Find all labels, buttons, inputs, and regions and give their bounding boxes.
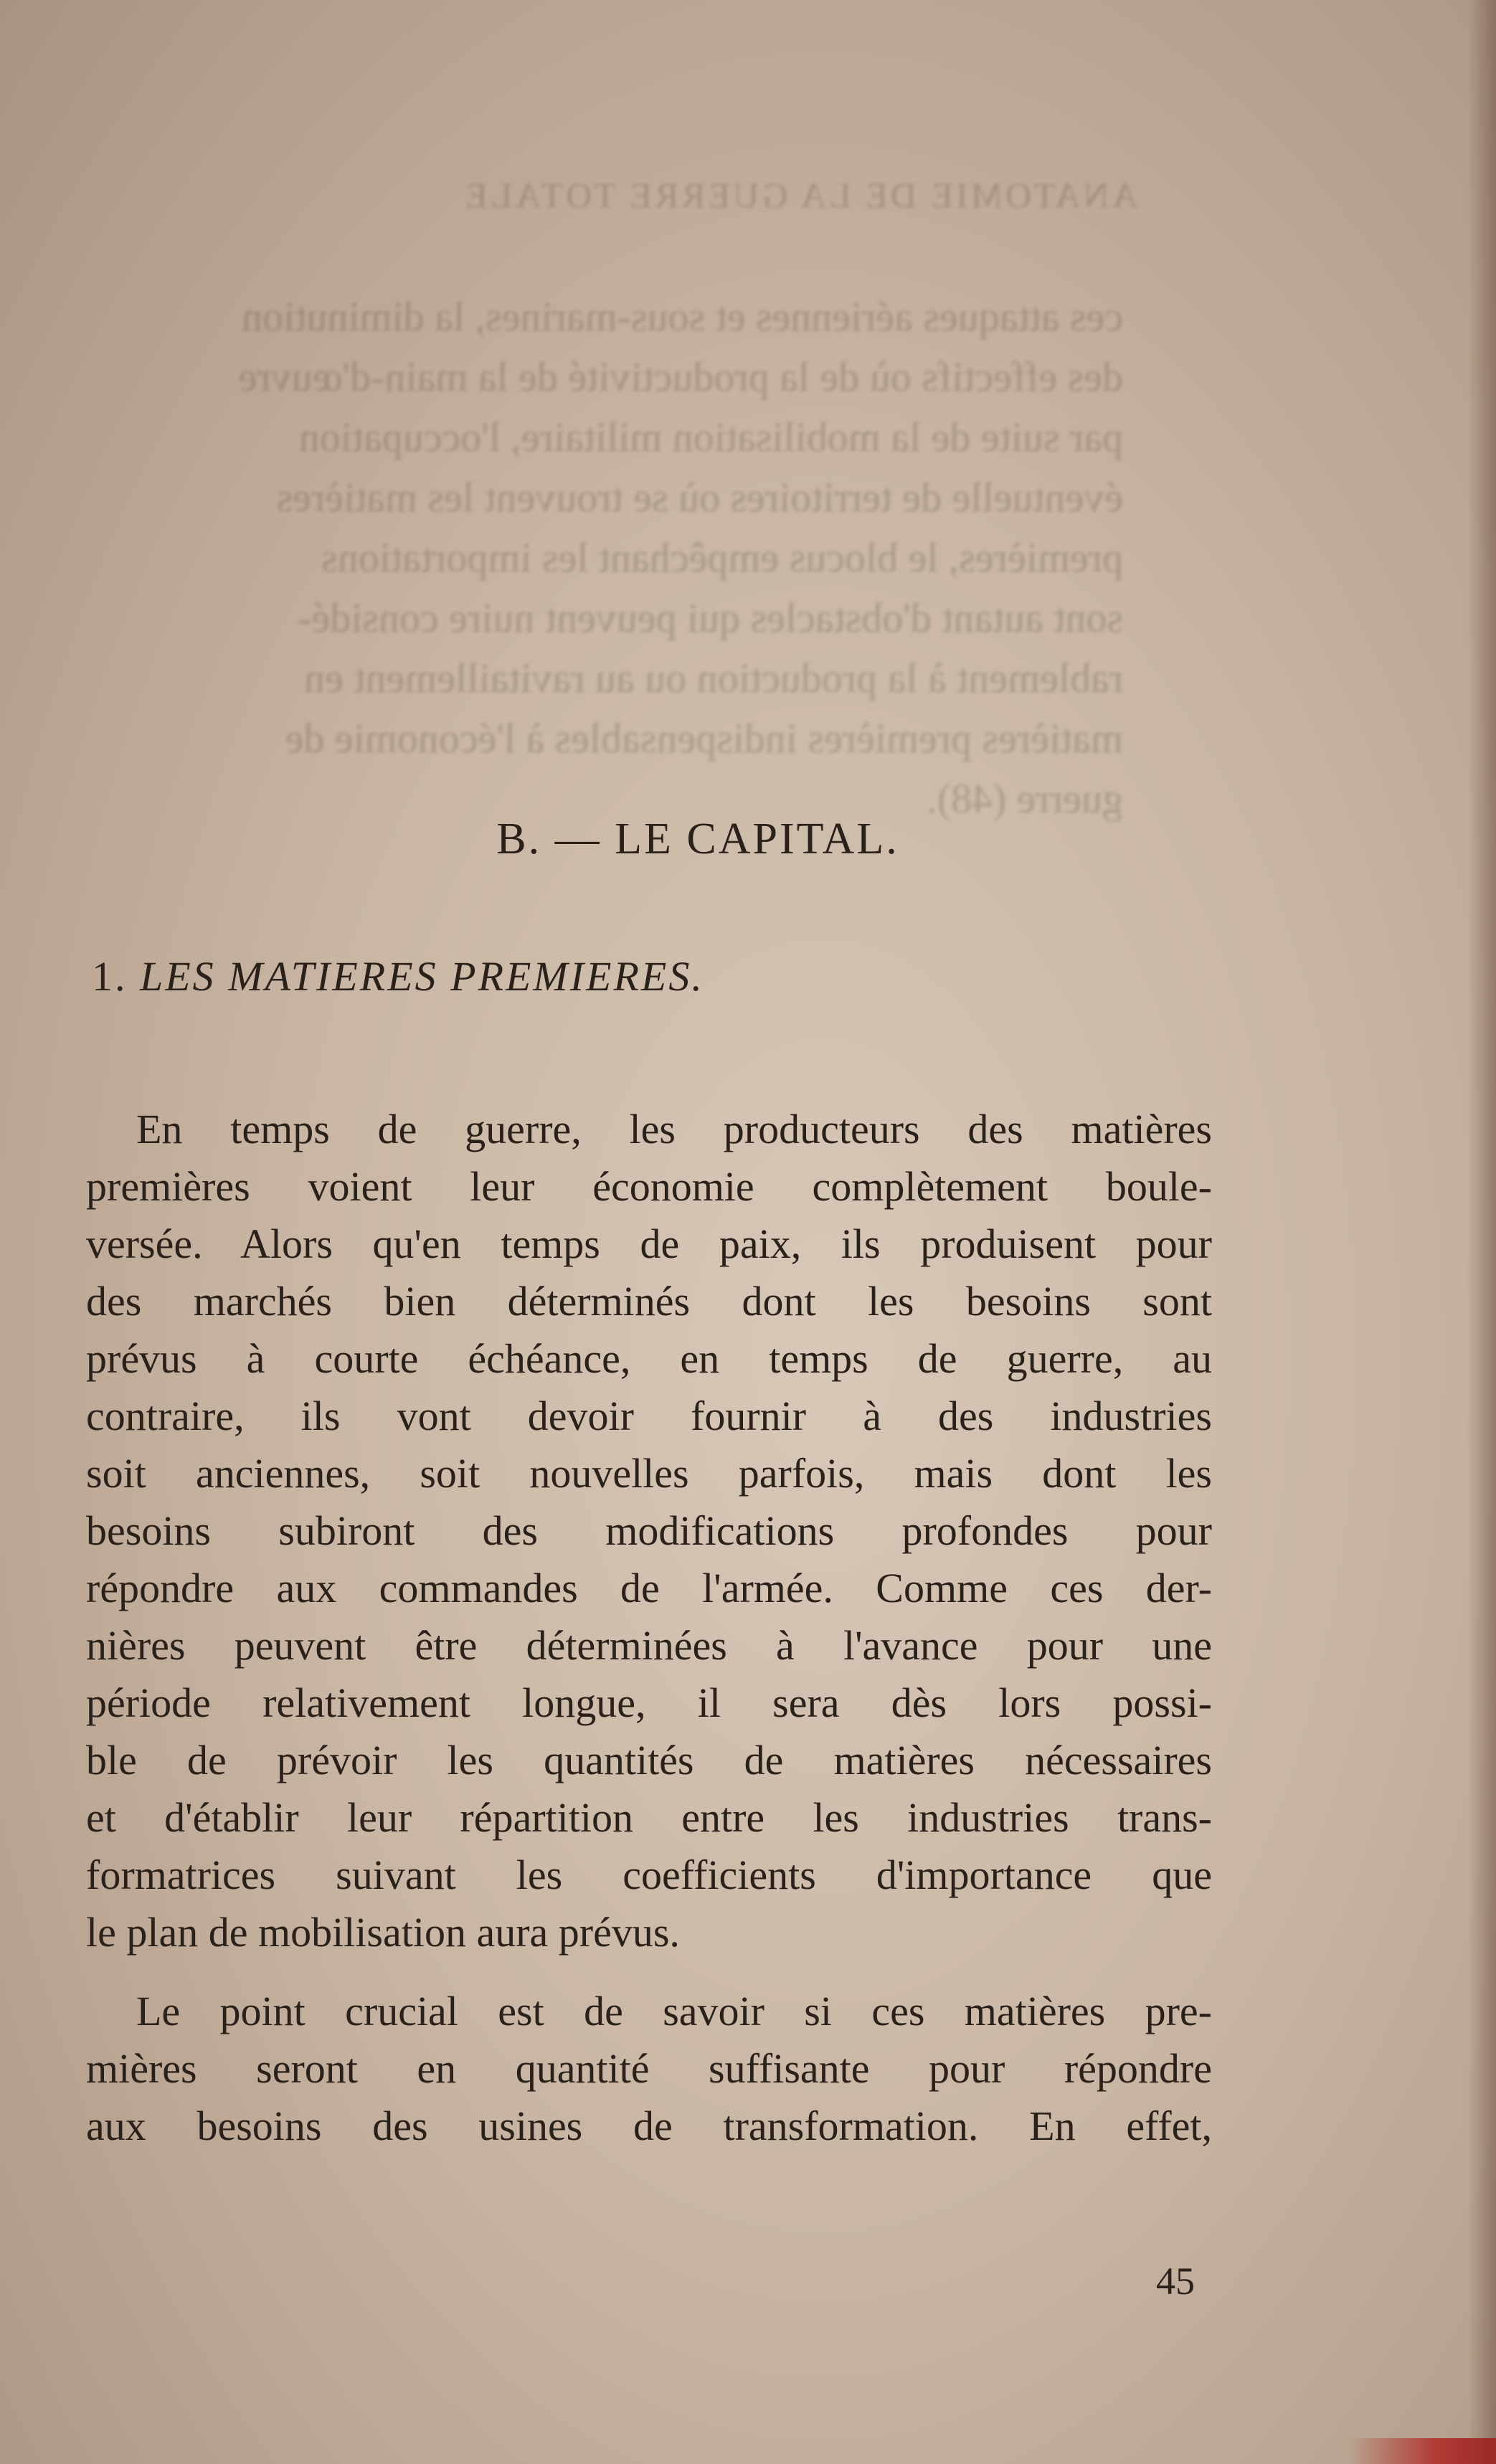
- text-line: En temps de guerre, les producteurs des matières: [136, 1106, 1212, 1152]
- text-line: mières seront en quantité suffisante pour répondre: [86, 2045, 1212, 2092]
- page-edge-shadow: [1467, 0, 1496, 2464]
- text-line: versée. Alors qu'en temps de paix, ils produisent pour: [86, 1221, 1212, 1267]
- text-line: répondre aux commandes de l'armée. Comme ces der-: [86, 1565, 1212, 1611]
- bleed-line: matières premières indispensables à l'économie de: [285, 715, 1123, 762]
- subsection-heading: [92, 952, 704, 1000]
- subsection-title: LES MATIERES PREMIERES.: [140, 953, 704, 1000]
- body-text: [86, 1101, 1212, 2155]
- text-line: des marchés bien déterminés dont les besoins sont: [86, 1278, 1212, 1325]
- bleed-line: éventuelle de territoires où se trouvent les matières: [276, 474, 1123, 521]
- text-line: ble de prévoir les quantités de matières nécessaires: [86, 1737, 1212, 1783]
- text-line: premières voient leur économie complètement boule-: [86, 1163, 1212, 1210]
- paragraph-gap: [86, 1961, 1212, 1983]
- red-cover-edge: [1348, 2438, 1496, 2464]
- bleed-line: des effectifs où de la productivité de la main-d'œuvre: [238, 354, 1123, 400]
- text-line: prévus à courte échéance, en temps de guerre, au: [86, 1335, 1212, 1382]
- bleed-through-body: [62, 287, 1123, 829]
- page-number: 45: [1156, 2260, 1195, 2303]
- text-line: période relativement longue, il sera dès lors possi-: [86, 1679, 1212, 1726]
- section-heading: B. — LE CAPITAL.: [496, 815, 899, 863]
- bleed-line: guerre (48).: [927, 775, 1123, 822]
- text-line: et d'établir leur répartition entre les industries trans-: [86, 1794, 1212, 1841]
- bleed-line: sont autant d'obstacles qui peuvent nuire considé-: [298, 594, 1123, 641]
- bleed-through-heading: ANATOMIE DE LA GUERRE TOTALE: [463, 175, 1138, 215]
- subsection-number: 1.: [92, 953, 128, 1000]
- text-line: contraire, ils vont devoir fournir à des industries: [86, 1393, 1212, 1439]
- paragraph: [86, 1101, 1212, 1961]
- bleed-line: par suite de la mobilisation militaire, l'occupation: [298, 414, 1123, 460]
- text-line: le plan de mobilisation aura prévus.: [86, 1909, 680, 1956]
- bleed-through-text: [0, 0, 1496, 846]
- bleed-line: premières, le blocus empêchant les importations: [321, 534, 1123, 581]
- text-line: aux besoins des usines de transformation. En effet,: [86, 2103, 1212, 2149]
- text-line: nières peuvent être déterminées à l'avance pour une: [86, 1622, 1212, 1669]
- bleed-line: ces attaques aériennes et sous-marines, la diminution: [242, 293, 1123, 340]
- paragraph: [86, 1983, 1212, 2155]
- text-line: soit anciennes, soit nouvelles parfois, mais dont les: [86, 1450, 1212, 1497]
- text-line: besoins subiront des modifications profondes pour: [86, 1507, 1212, 1554]
- bleed-line: rablement à la production ou au ravitaillement en: [304, 655, 1123, 701]
- text-line: formatrices suivant les coefficients d'importance que: [86, 1852, 1212, 1898]
- text-line: Le point crucial est de savoir si ces matières pre-: [136, 1988, 1212, 2034]
